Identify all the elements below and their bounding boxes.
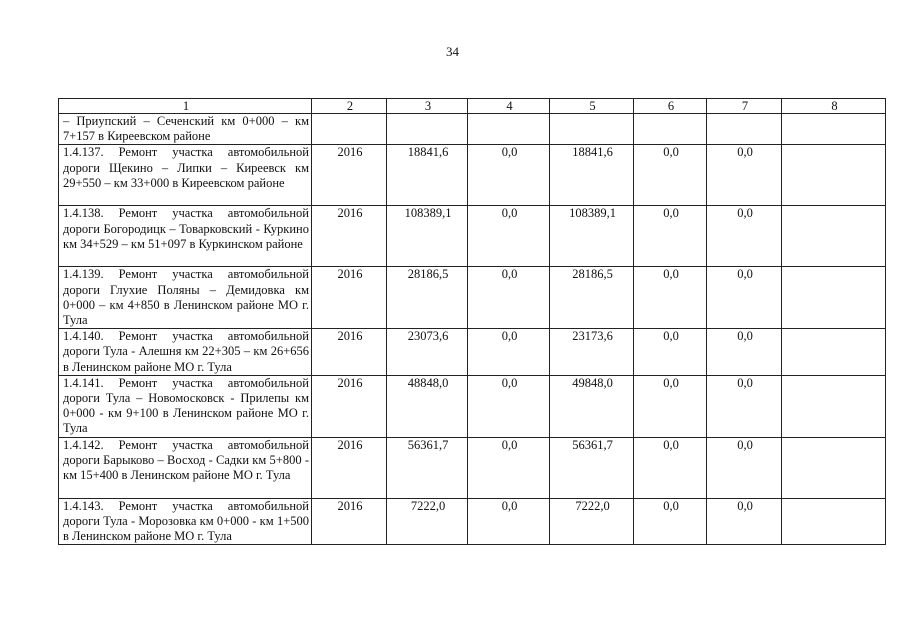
col5-cell bbox=[550, 114, 634, 145]
year-cell: 2016 bbox=[312, 206, 387, 267]
description-cell: 1.4.140. Ремонт участка автомобильной дороги Тула - Алешня км 22+305 – км 26+656 в Ленинском районе МО г. Тула bbox=[59, 329, 312, 376]
table-row bbox=[59, 437, 886, 498]
col5-cell: 23173,6 bbox=[550, 329, 634, 376]
page-number: 34 bbox=[446, 44, 459, 59]
col8-cell bbox=[782, 498, 886, 545]
col5-cell: 108389,1 bbox=[550, 206, 634, 267]
column-header-4: 4 bbox=[468, 99, 550, 114]
description-cell: 1.4.139. Ремонт участка автомобильной дороги Глухие Поляны – Демидовка км 0+000 – км 4+850 в Ленинском районе МО г. Тула bbox=[59, 267, 312, 329]
col5-cell: 49848,0 bbox=[550, 375, 634, 437]
col8-cell bbox=[782, 267, 886, 329]
total-cell bbox=[387, 114, 468, 145]
col7-cell: 0,0 bbox=[707, 145, 782, 206]
col4-cell bbox=[468, 114, 550, 145]
description-cell: – Приупский – Сеченский км 0+000 – км 7+157 в Киреевском районе bbox=[59, 114, 312, 145]
col4-cell: 0,0 bbox=[468, 437, 550, 498]
col6-cell bbox=[634, 114, 707, 145]
description-cell: 1.4.141. Ремонт участка автомобильной дороги Тула – Новомосковск - Прилепы км 0+000 - км 9+100 в Ленинском районе МО г. Тула bbox=[59, 375, 312, 437]
col6-cell: 0,0 bbox=[634, 375, 707, 437]
column-header-3: 3 bbox=[387, 99, 468, 114]
col8-cell bbox=[782, 329, 886, 376]
total-cell: 56361,7 bbox=[387, 437, 468, 498]
column-header-7: 7 bbox=[707, 99, 782, 114]
year-cell: 2016 bbox=[312, 375, 387, 437]
col7-cell bbox=[707, 114, 782, 145]
year-cell: 2016 bbox=[312, 329, 387, 376]
col4-cell: 0,0 bbox=[468, 498, 550, 545]
col7-cell: 0,0 bbox=[707, 498, 782, 545]
col8-cell bbox=[782, 206, 886, 267]
column-header-2: 2 bbox=[312, 99, 387, 114]
table-row bbox=[59, 267, 886, 329]
column-header-5: 5 bbox=[550, 99, 634, 114]
total-cell: 108389,1 bbox=[387, 206, 468, 267]
col8-cell bbox=[782, 375, 886, 437]
table-row bbox=[59, 114, 886, 145]
col8-cell bbox=[782, 114, 886, 145]
total-cell: 18841,6 bbox=[387, 145, 468, 206]
col5-cell: 7222,0 bbox=[550, 498, 634, 545]
col6-cell: 0,0 bbox=[634, 145, 707, 206]
table-row bbox=[59, 375, 886, 437]
description-cell: 1.4.142. Ремонт участка автомобильной дороги Барыково – Восход - Садки км 5+800 - км 15+400 в Ленинском районе МО г. Тула bbox=[59, 437, 312, 498]
col6-cell: 0,0 bbox=[634, 206, 707, 267]
col6-cell: 0,0 bbox=[634, 329, 707, 376]
table-row bbox=[59, 206, 886, 267]
col4-cell: 0,0 bbox=[468, 329, 550, 376]
year-cell: 2016 bbox=[312, 267, 387, 329]
description-cell: 1.4.137. Ремонт участка автомобильной дороги Щекино – Липки – Киреевск км 29+550 – км 33+000 в Киреевском районе bbox=[59, 145, 312, 206]
col5-cell: 56361,7 bbox=[550, 437, 634, 498]
table-body bbox=[59, 114, 886, 545]
col7-cell: 0,0 bbox=[707, 267, 782, 329]
total-cell: 7222,0 bbox=[387, 498, 468, 545]
col7-cell: 0,0 bbox=[707, 329, 782, 376]
col8-cell bbox=[782, 437, 886, 498]
column-header-6: 6 bbox=[634, 99, 707, 114]
col4-cell: 0,0 bbox=[468, 267, 550, 329]
description-cell: 1.4.143. Ремонт участка автомобильной дороги Тула - Морозовка км 0+000 - км 1+500 в Ленинском районе МО г. Тула bbox=[59, 498, 312, 545]
table-row bbox=[59, 498, 886, 545]
col7-cell: 0,0 bbox=[707, 206, 782, 267]
data-table bbox=[58, 98, 886, 545]
col6-cell: 0,0 bbox=[634, 267, 707, 329]
column-header-8: 8 bbox=[782, 99, 886, 114]
col5-cell: 18841,6 bbox=[550, 145, 634, 206]
year-cell: 2016 bbox=[312, 145, 387, 206]
year-cell: 2016 bbox=[312, 498, 387, 545]
column-header-1: 1 bbox=[59, 99, 312, 114]
col4-cell: 0,0 bbox=[468, 145, 550, 206]
col7-cell: 0,0 bbox=[707, 375, 782, 437]
year-cell bbox=[312, 114, 387, 145]
col7-cell: 0,0 bbox=[707, 437, 782, 498]
table-row bbox=[59, 145, 886, 206]
col4-cell: 0,0 bbox=[468, 206, 550, 267]
col6-cell: 0,0 bbox=[634, 498, 707, 545]
total-cell: 48848,0 bbox=[387, 375, 468, 437]
col5-cell: 28186,5 bbox=[550, 267, 634, 329]
col6-cell: 0,0 bbox=[634, 437, 707, 498]
total-cell: 28186,5 bbox=[387, 267, 468, 329]
description-cell: 1.4.138. Ремонт участка автомобильной дороги Богородицк – Товарковский - Куркино км 34+529 – км 51+097 в Куркинском районе bbox=[59, 206, 312, 267]
year-cell: 2016 bbox=[312, 437, 387, 498]
total-cell: 23073,6 bbox=[387, 329, 468, 376]
table-row bbox=[59, 329, 886, 376]
table-header-row bbox=[59, 99, 886, 114]
col8-cell bbox=[782, 145, 886, 206]
col4-cell: 0,0 bbox=[468, 375, 550, 437]
